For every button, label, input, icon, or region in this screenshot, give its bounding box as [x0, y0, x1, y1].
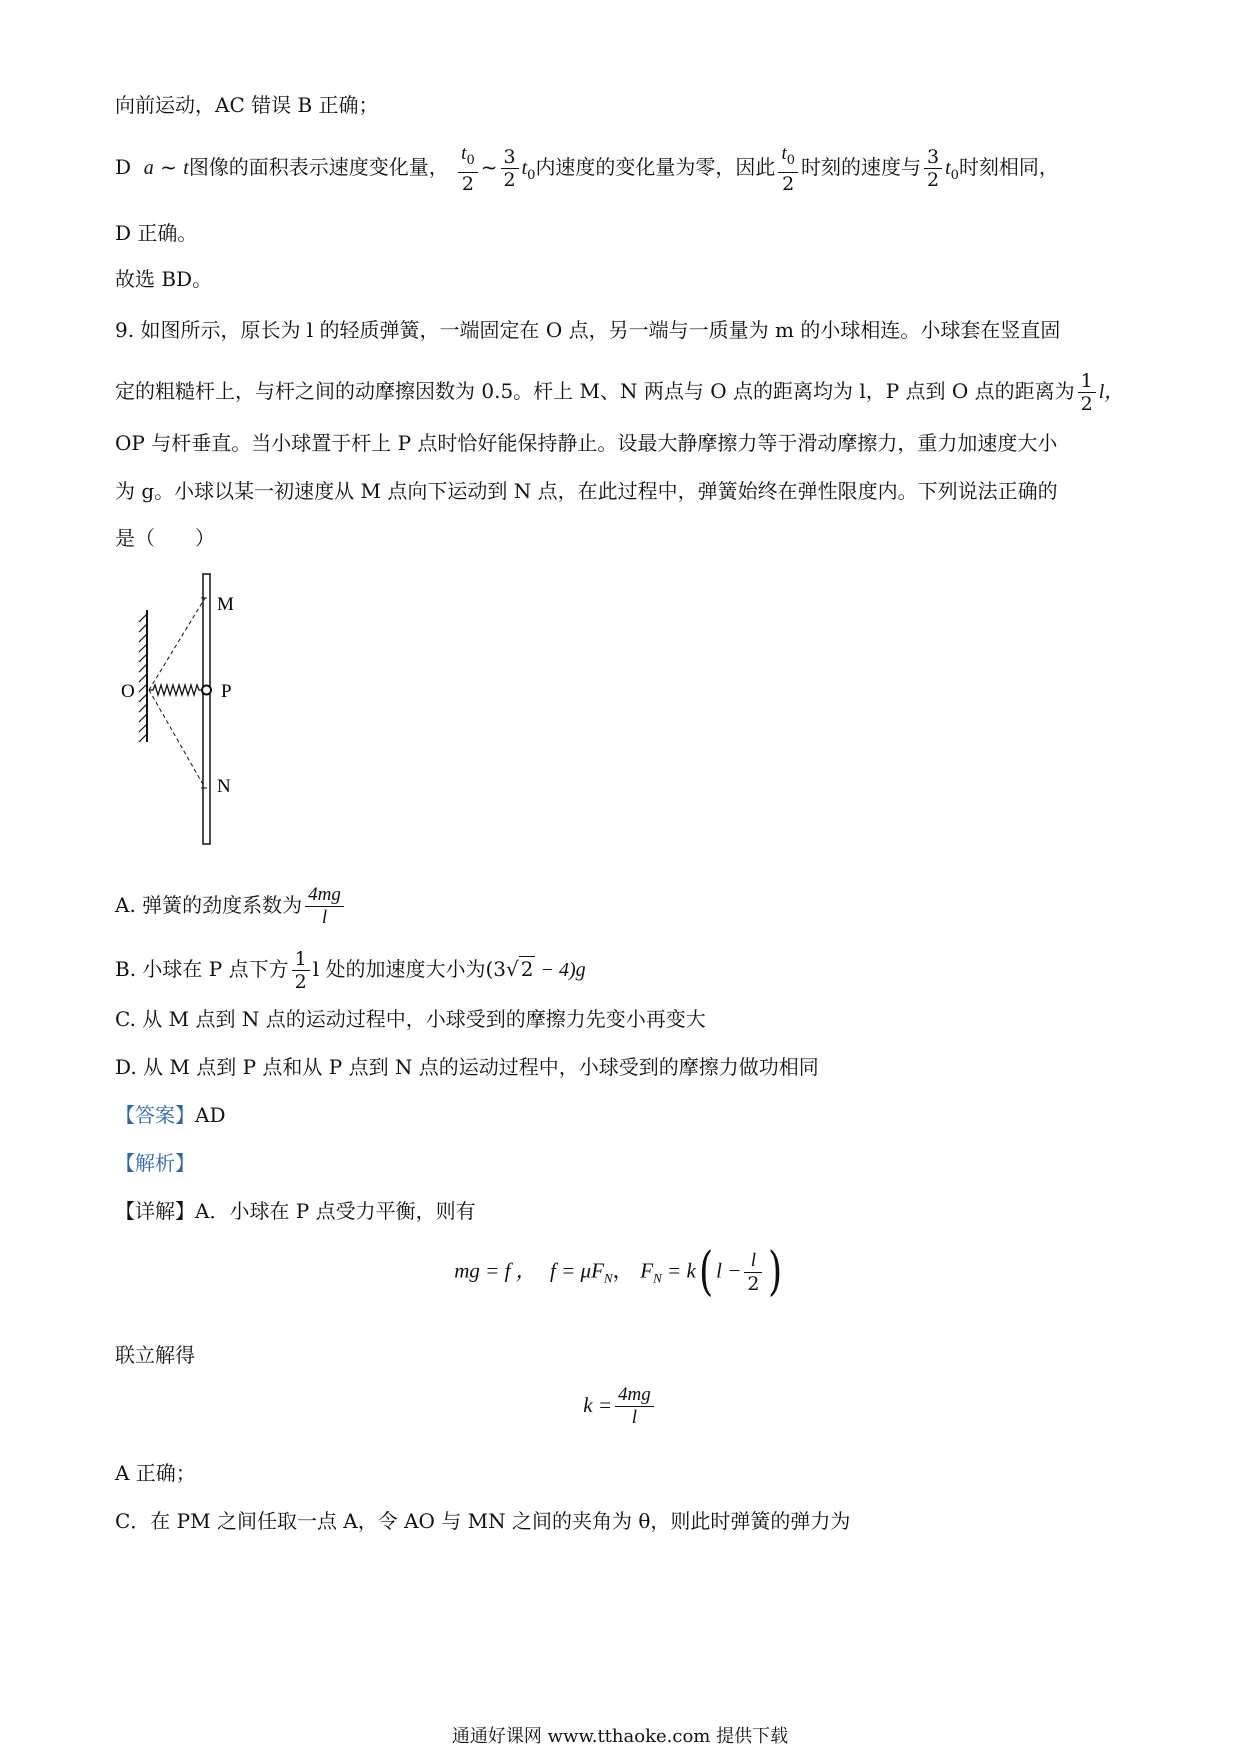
analysis-tag: 【解析】 — [115, 1151, 195, 1175]
fraction-1-over-2: $\frac{1}{2}$ — [1078, 370, 1096, 415]
option-a: A. 弹簧的劲度系数为 $\frac{4mg}{l}$ — [115, 884, 347, 929]
text-line: 向前运动，AC 错误 B 正确； — [115, 93, 379, 117]
text-line: C．在 PM 之间任取一点 A，令 AO 与 MN 之间的夹角为 θ，则此时弹簧的弹力为 — [115, 1509, 851, 1533]
question-line: 为 g。小球以某一初速度从 M 点向下运动到 N 点，在此过程中，弹簧始终在弹性限度内。下列说法正确的 — [115, 479, 1058, 503]
answer-tag: 【答案】 — [115, 1103, 195, 1127]
question-line: OP 与杆垂直。当小球置于杆上 P 点时恰好能保持静止。设最大静摩擦力等于滑动摩擦力，重力加速度大小 — [115, 431, 1058, 455]
text-line: A 正确； — [115, 1461, 196, 1485]
option-b: B. 小球在 P 点下方 $\frac{1}{2}$ l 处的加速度大小为(3√ 2 − 4)g — [115, 948, 586, 993]
label-p: P — [221, 681, 232, 702]
fraction-3-over-2: $\frac{3}{2}$ — [924, 146, 942, 191]
spring-rod-figure — [115, 570, 255, 850]
fraction-4mg-over-l: $\frac{4mg}{l}$ — [305, 884, 344, 929]
ball — [202, 686, 211, 695]
answer-line — [115, 1100, 225, 1130]
text-line: 故选 BD。 — [115, 267, 213, 291]
text-line-d-statement: D a ~ t图像的面积表示速度变化量， $\frac{t_0}{2}$ ~ $\frac{3}{2}$ $t_0$内速度的变化量为零，因此 $\frac{t_0}{2}$ 时刻的速度与 $\frac{3}{2}$ $t_0$时刻相同， — [115, 143, 1059, 195]
question-line: 是（ ） — [115, 526, 215, 550]
fraction-t0-over-2: $\frac{t_0}{2}$ — [778, 142, 798, 195]
option-d: D. 从 M 点到 P 点和从 P 点到 N 点的运动过程中，小球受到的摩擦力做功相同 — [115, 1055, 819, 1079]
dashed-line-om — [149, 598, 205, 690]
wall-hatching — [139, 614, 147, 742]
label-n: N — [217, 776, 231, 797]
question-line: 9. 如图所示，原长为 l 的轻质弹簧，一端固定在 O 点，另一端与一质量为 m 的小球相连。小球套在竖直固 — [115, 318, 1061, 342]
fraction-t0-over-2: $\frac{t_0}{2}$ — [458, 142, 478, 195]
vertical-rod — [203, 574, 210, 844]
label-o: O — [121, 681, 135, 702]
spring — [149, 685, 203, 695]
fraction-4mg-over-l: $\frac{4mg}{l}$ — [615, 1384, 654, 1429]
dashed-line-on — [149, 690, 205, 788]
answer-value: AD — [195, 1103, 226, 1127]
question-line: 定的粗糙杆上，与杆之间的动摩擦因数为 0.5。杆上 M、N 两点与 O 点的距离均为 l，P 点到 O 点的距离为 $\frac{1}{2}$ l， — [115, 370, 1125, 415]
fraction-l-over-2: $\frac{l}{2}$ — [744, 1250, 762, 1295]
equation-2: k = $\frac{4mg}{l}$ — [0, 1384, 1240, 1429]
label-m: M — [217, 594, 234, 615]
option-c: C. 从 M 点到 N 点的运动过程中，小球受到的摩擦力先变小再变大 — [115, 1007, 706, 1031]
text-line: D 正确。 — [115, 221, 198, 245]
solve-line: 联立解得 — [115, 1343, 195, 1367]
detail-line: 【详解】A．小球在 P 点受力平衡，则有 — [115, 1199, 476, 1223]
fraction-3-over-2: $\frac{3}{2}$ — [501, 146, 519, 191]
fraction-1-over-2: $\frac{1}{2}$ — [292, 948, 310, 993]
footer: 通通好课网 www.tthaoke.com 提供下载 — [451, 1726, 789, 1747]
equation-1: mg = f ， $f = \mu F_N$， $F_N = k$( l − $\frac{l}{2}$ ) — [454, 1242, 783, 1302]
